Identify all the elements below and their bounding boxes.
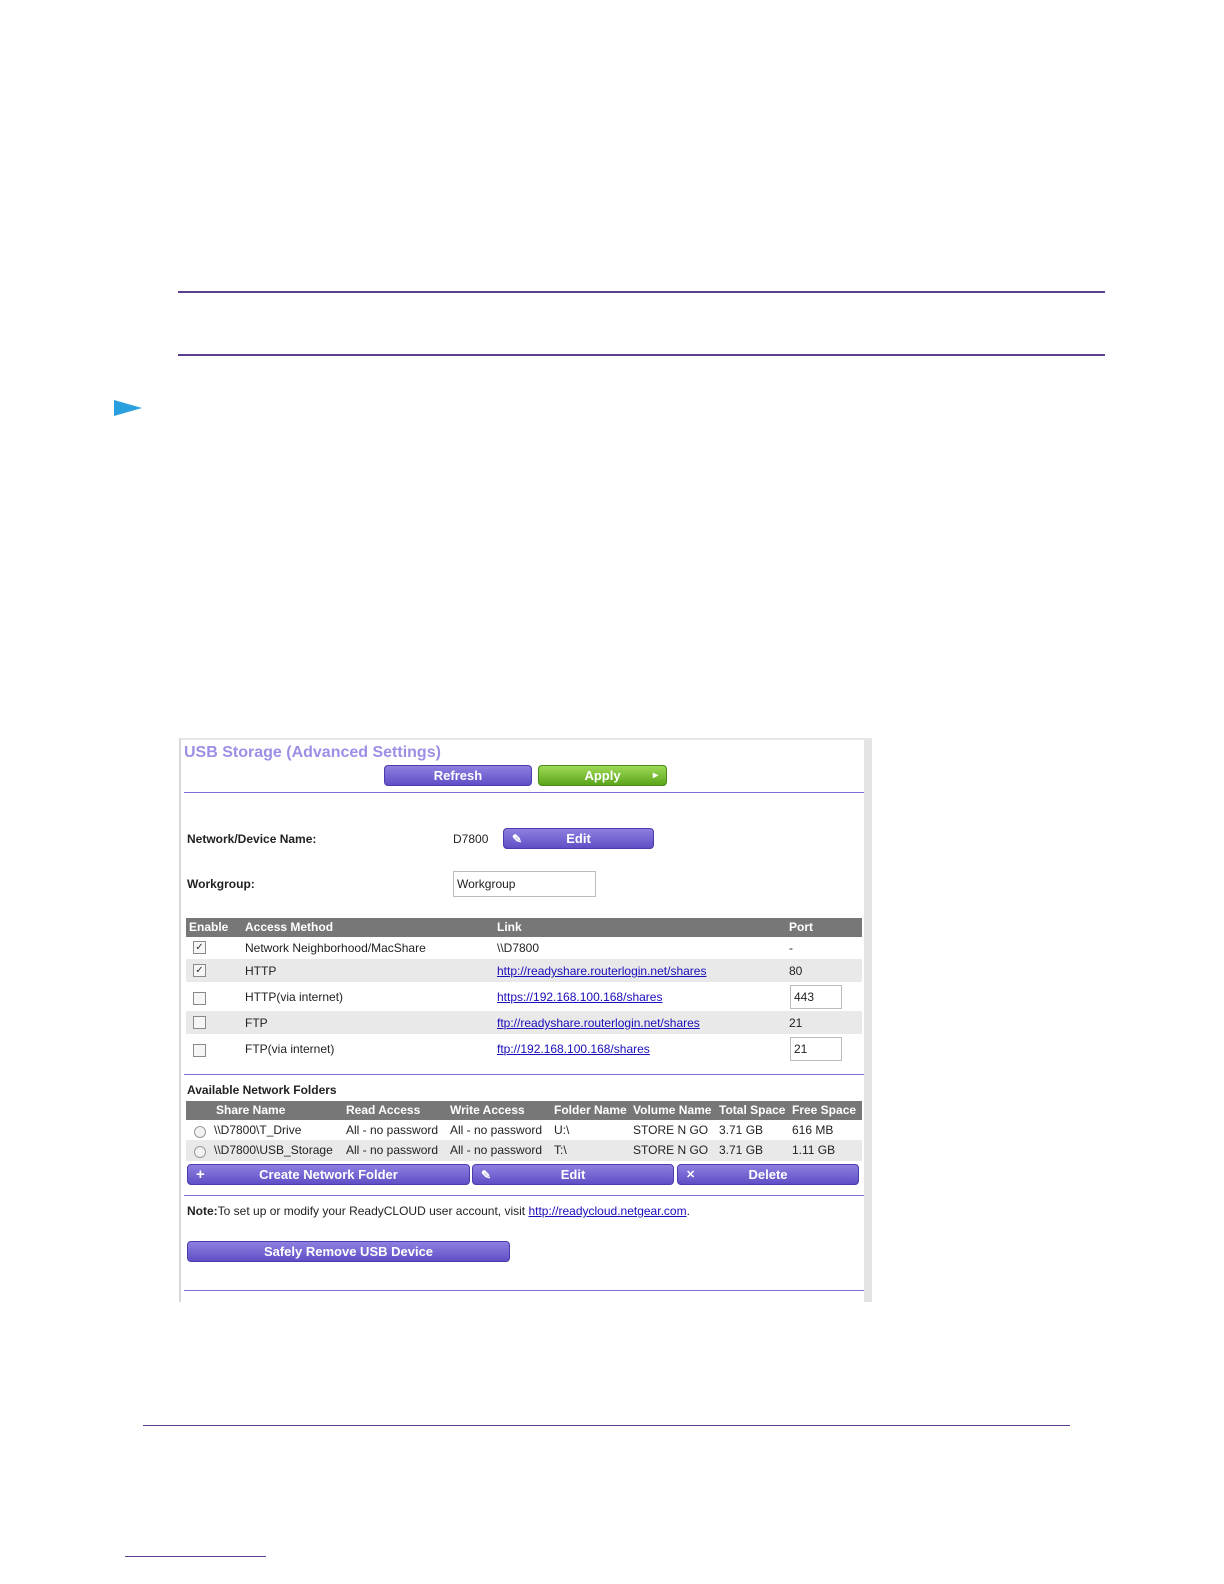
share-name: \\D7800\USB_Storage [214,1143,333,1157]
table-row [186,1140,862,1161]
delete-label: Delete [748,1167,788,1182]
table-row [186,1120,862,1140]
apply-button[interactable] [538,765,667,786]
folder-radio[interactable] [194,1126,206,1138]
safely-remove-usb-button[interactable] [187,1241,510,1262]
col-port: Port [789,920,813,934]
share-link[interactable]: ftp://192.168.100.168/shares [497,1042,650,1056]
device-name-value: D7800 [453,832,489,846]
refresh-label: Refresh [433,768,483,783]
usb-storage-panel [179,738,872,1302]
folders-title: Available Network Folders [187,1083,337,1097]
table-row [186,1011,862,1034]
access-table-divider [184,1074,864,1075]
create-network-folder-button[interactable] [187,1164,470,1185]
col-enable: Enable [189,920,229,934]
access-method: HTTP(via internet) [245,990,344,1004]
folder-name: U:\ [554,1123,570,1137]
total-space: 3.71 GB [719,1123,764,1137]
footer-rule [143,1425,1070,1426]
read-access: All - no password [346,1123,439,1137]
readycloud-note [187,1204,690,1218]
col-share-name: Share Name [216,1103,286,1117]
apply-label: Apply [584,768,621,783]
col-read-access: Read Access [346,1103,421,1117]
col-write-access: Write Access [450,1103,525,1117]
col-volume-name: Volume Name [633,1103,712,1117]
table-row [186,937,862,959]
enable-checkbox[interactable]: ✓ [193,964,206,977]
edit-folder-label: Edit [560,1167,586,1182]
col-free-space: Free Space [792,1103,857,1117]
total-space: 3.71 GB [719,1143,764,1157]
access-method: FTP [245,1016,268,1030]
table-row [186,1034,862,1063]
col-access-method: Access Method [245,920,334,934]
port-input[interactable] [790,1037,842,1061]
share-link: \\D7800 [497,941,540,955]
create-folder-label: Create Network Folder [259,1167,398,1182]
procedure-arrow-icon [114,400,142,416]
note-text: To set up or modify your ReadyCLOUD user account, visit [217,1204,529,1218]
col-total-space: Total Space [719,1103,786,1117]
col-folder-name: Folder Name [554,1103,627,1117]
refresh-button[interactable] [384,765,532,786]
note-bold: Note: [187,1204,218,1218]
access-method: Network Neighborhood/MacShare [245,941,426,955]
panel-title: USB Storage (Advanced Settings) [184,744,441,761]
delete-folder-button[interactable] [677,1164,859,1185]
edit-folder-button[interactable] [472,1164,674,1185]
access-method: HTTP [245,964,277,978]
table-row [186,959,862,982]
volume-name: STORE N GO [633,1123,709,1137]
col-link: Link [497,920,522,934]
write-access: All - no password [450,1123,543,1137]
port-value: - [789,941,793,955]
write-access: All - no password [450,1143,543,1157]
header-divider [184,792,864,793]
device-name-label: Network/Device Name: [187,832,317,846]
folders-table-header [186,1101,862,1120]
edit-device-name-button[interactable] [503,828,654,849]
workgroup-label: Workgroup: [187,877,255,891]
free-space: 616 MB [792,1123,834,1137]
close-icon: ✕ [686,1169,696,1181]
folders-divider [184,1195,864,1196]
edit-label: Edit [566,831,591,846]
folder-radio[interactable] [194,1146,206,1158]
enable-checkbox[interactable] [193,992,206,1005]
share-link[interactable]: https://192.168.100.168/shares [497,990,663,1004]
share-link[interactable]: http://readyshare.routerlogin.net/shares [497,964,707,978]
enable-checkbox[interactable]: ✓ [193,941,206,954]
callout-bottom-rule [178,354,1105,356]
port-input[interactable] [790,985,842,1009]
workgroup-input[interactable] [453,871,596,897]
footer-short-rule [125,1556,266,1557]
callout-top-rule [178,291,1105,293]
access-table-header [186,918,862,937]
folder-name: T:\ [554,1143,567,1157]
port-value: 80 [789,964,803,978]
free-space: 1.11 GB [792,1143,836,1157]
enable-checkbox[interactable] [193,1016,206,1029]
pencil-icon: ✎ [512,831,523,846]
volume-name: STORE N GO [633,1143,709,1157]
readycloud-link[interactable]: http://readycloud.netgear.com [528,1204,687,1218]
pencil-icon: ✎ [481,1167,492,1182]
table-row [186,982,862,1011]
enable-checkbox[interactable] [193,1044,206,1057]
port-value: 21 [789,1016,803,1030]
safely-remove-label: Safely Remove USB Device [263,1244,434,1259]
share-link[interactable]: ftp://readyshare.routerlogin.net/shares [497,1016,700,1030]
note-end: . [686,1204,690,1218]
footer-divider [184,1290,864,1291]
share-name: \\D7800\T_Drive [214,1123,302,1137]
read-access: All - no password [346,1143,439,1157]
plus-icon: + [196,1166,205,1183]
apply-arrow-icon: ▸ [652,770,658,781]
access-method: FTP(via internet) [245,1042,335,1056]
